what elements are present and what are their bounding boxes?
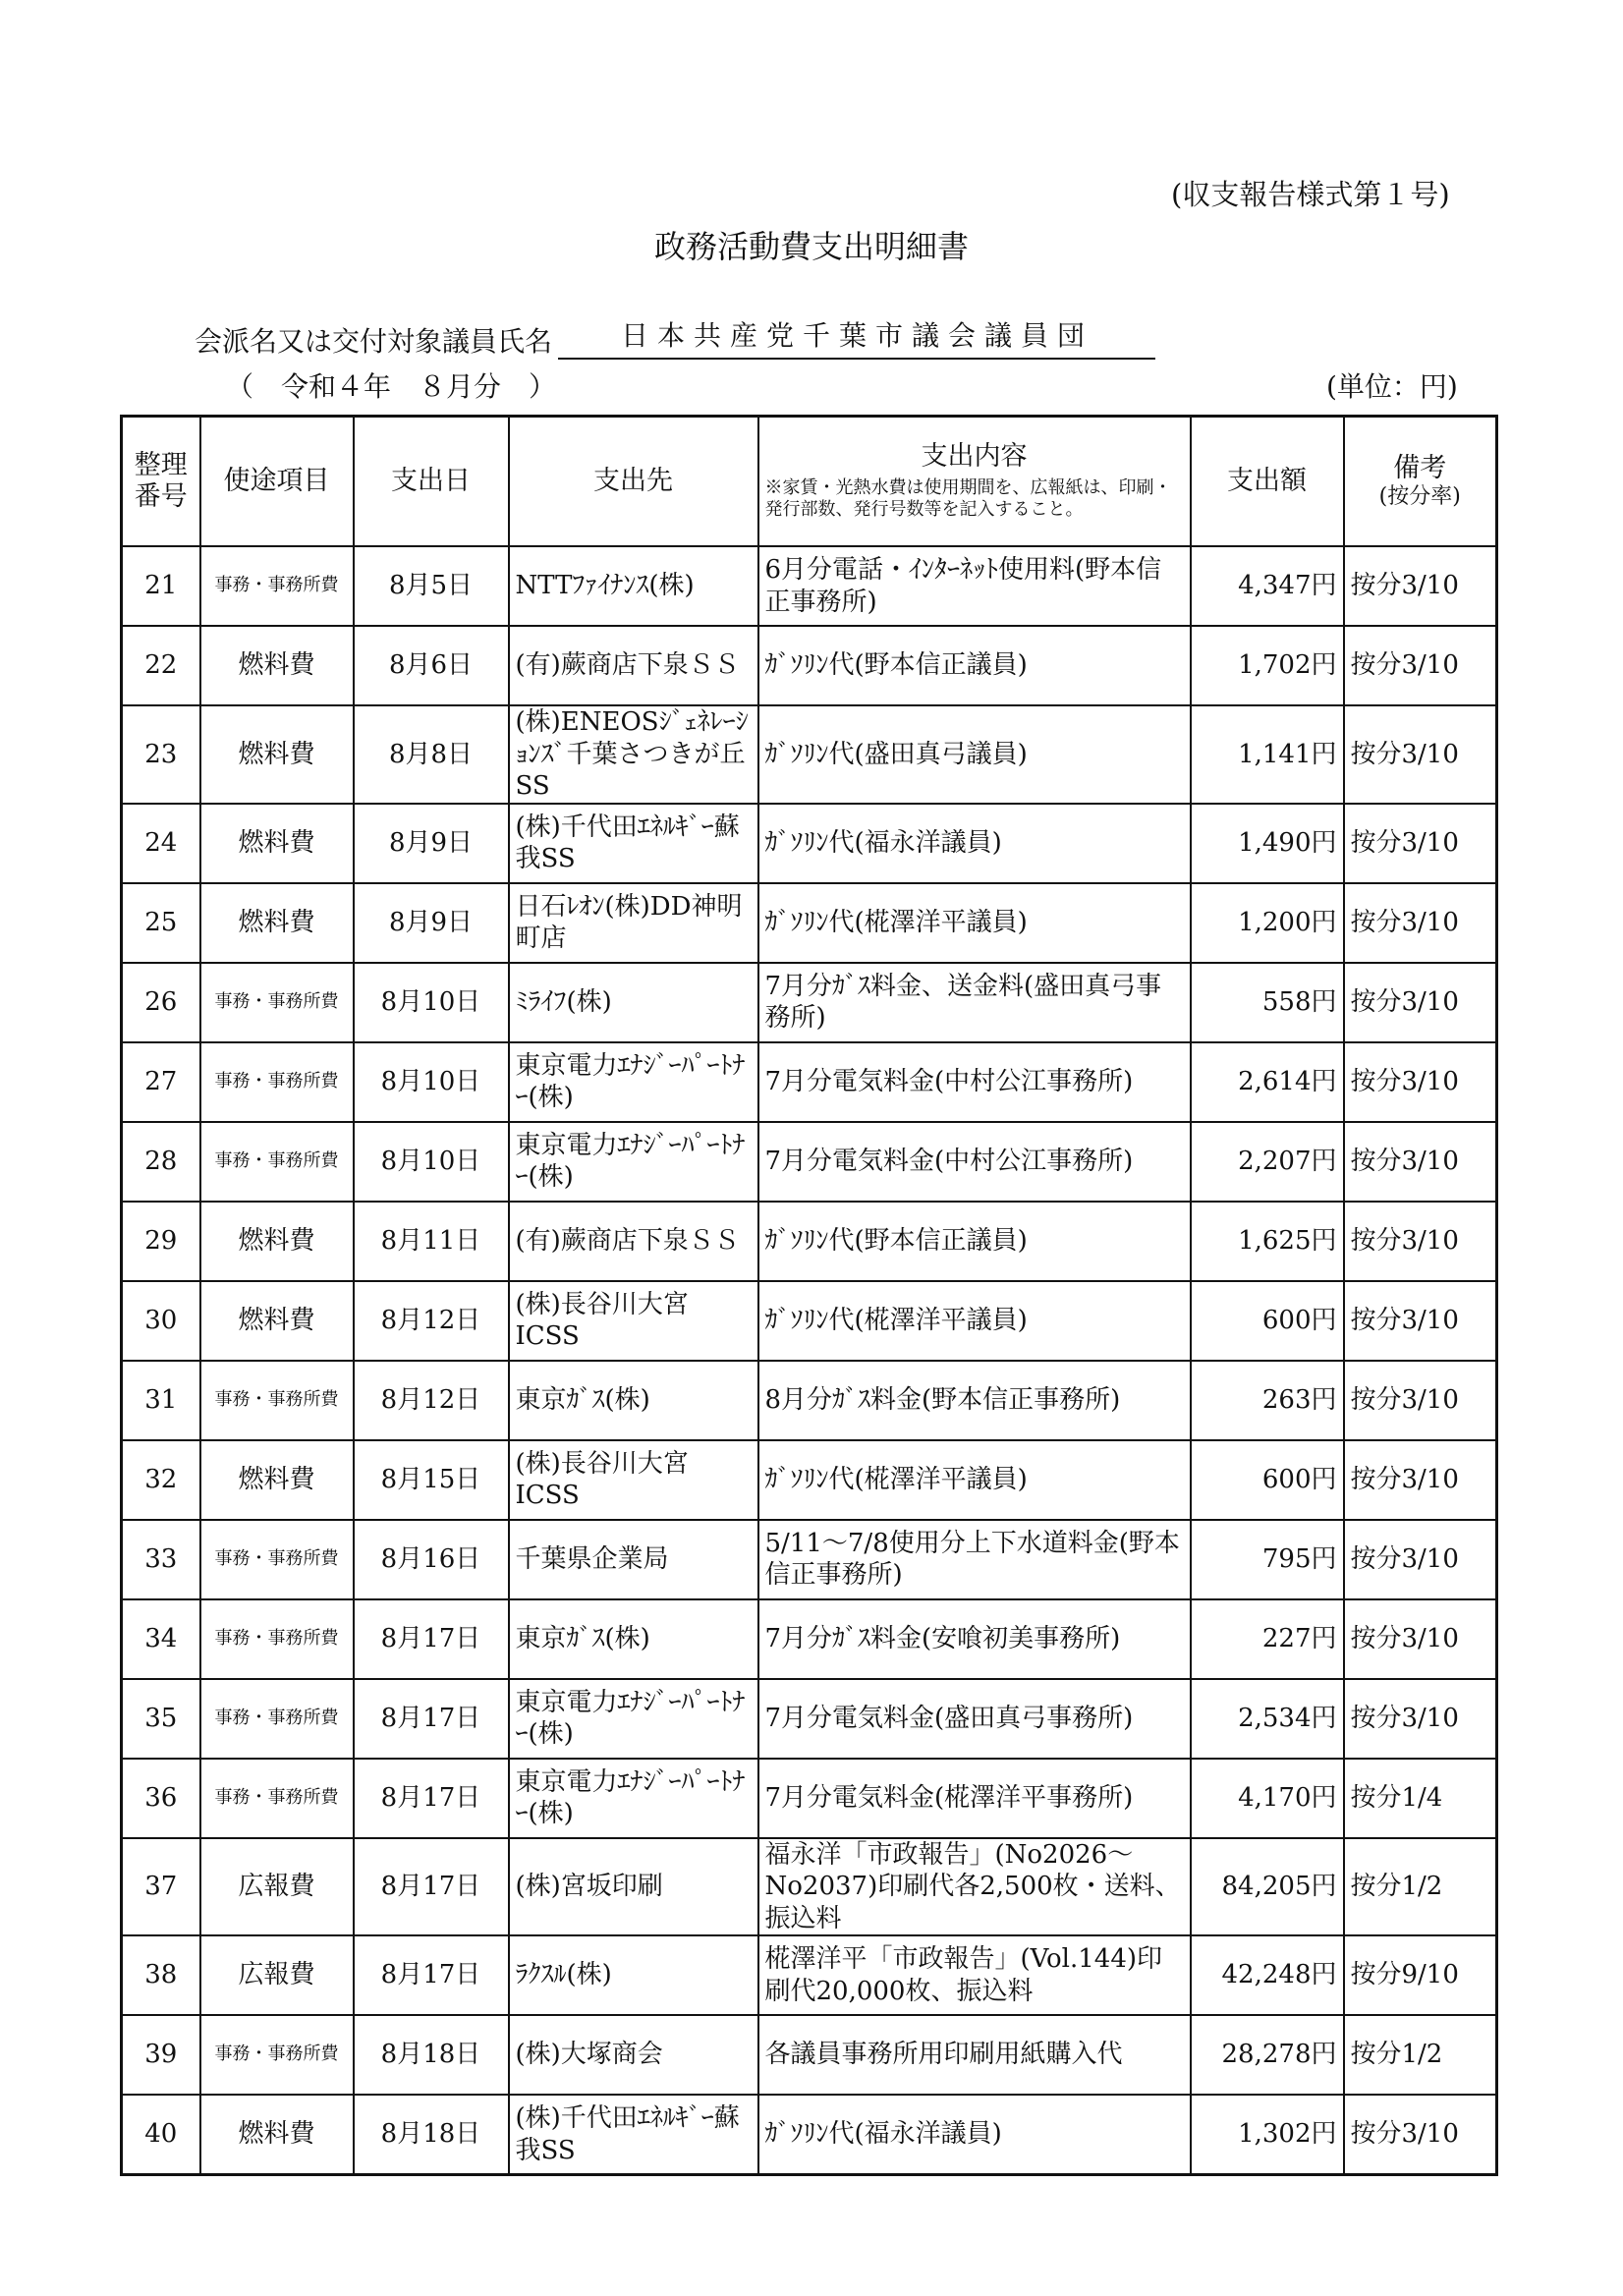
cell-category: 事務・事務所費 <box>200 1361 354 1440</box>
table-row <box>122 1440 1497 1520</box>
cell-remarks: 按分1/2 <box>1344 1838 1497 1936</box>
cell-no: 30 <box>122 1281 200 1361</box>
cell-amount: 1,702円 <box>1191 626 1344 705</box>
cell-payee: (株)長谷川大宮ICSS <box>509 1440 758 1520</box>
cell-content: 7月分ｶﾞｽ料金(安喰初美事務所) <box>758 1599 1191 1679</box>
cell-payee: 東京電力ｴﾅｼﾞｰﾊﾟｰﾄﾅｰ(株) <box>509 1759 758 1838</box>
cell-category: 事務・事務所費 <box>200 1679 354 1759</box>
cell-amount: 227円 <box>1191 1599 1344 1679</box>
cell-date: 8月17日 <box>354 1679 509 1759</box>
table-row <box>122 2095 1497 2175</box>
cell-remarks: 按分3/10 <box>1344 1361 1497 1440</box>
cell-amount: 84,205円 <box>1191 1838 1344 1936</box>
expense-table <box>120 415 1498 2176</box>
cell-content: ｶﾞｿﾘﾝ代(福永洋議員) <box>758 804 1191 883</box>
cell-remarks: 按分3/10 <box>1344 1281 1497 1361</box>
cell-category: 事務・事務所費 <box>200 2015 354 2095</box>
cell-content: 7月分電気料金(中村公江事務所) <box>758 1122 1191 1202</box>
table-row <box>122 1838 1497 1936</box>
cell-category: 事務・事務所費 <box>200 1759 354 1838</box>
cell-amount: 1,625円 <box>1191 1202 1344 1281</box>
header-remarks-sub: (按分率) <box>1378 484 1461 509</box>
header-remarks <box>1344 417 1497 547</box>
cell-amount: 2,534円 <box>1191 1679 1344 1759</box>
cell-date: 8月12日 <box>354 1281 509 1361</box>
cell-date: 8月8日 <box>354 705 509 804</box>
cell-no: 28 <box>122 1122 200 1202</box>
cell-category: 燃料費 <box>200 883 354 963</box>
cell-date: 8月17日 <box>354 1935 509 2015</box>
header-content <box>758 417 1191 547</box>
period: （ 令和４年 ８月分 ） <box>226 370 557 403</box>
cell-category: 燃料費 <box>200 626 354 705</box>
cell-payee: 東京ｶﾞｽ(株) <box>509 1599 758 1679</box>
table-row <box>122 804 1497 883</box>
cell-amount: 28,278円 <box>1191 2015 1344 2095</box>
cell-payee: (有)蕨商店下泉ＳＳ <box>509 626 758 705</box>
cell-content: 椛澤洋平「市政報告」(Vol.144)印刷代20,000枚、振込料 <box>758 1935 1191 2015</box>
cell-content: 5/11～7/8使用分上下水道料金(野本信正事務所) <box>758 1520 1191 1599</box>
cell-content: 7月分ｶﾞｽ料金、送金料(盛田真弓事務所) <box>758 963 1191 1042</box>
cell-date: 8月17日 <box>354 1759 509 1838</box>
cell-amount: 600円 <box>1191 1440 1344 1520</box>
cell-amount: 795円 <box>1191 1520 1344 1599</box>
cell-remarks: 按分1/4 <box>1344 1759 1497 1838</box>
cell-remarks: 按分3/10 <box>1344 626 1497 705</box>
table-row <box>122 1361 1497 1440</box>
form-number: (収支報告様式第１号) <box>1171 178 1450 211</box>
cell-category: 燃料費 <box>200 2095 354 2175</box>
table-row <box>122 1599 1497 1679</box>
cell-no: 35 <box>122 1679 200 1759</box>
table-row <box>122 1042 1497 1122</box>
cell-no: 27 <box>122 1042 200 1122</box>
cell-date: 8月11日 <box>354 1202 509 1281</box>
cell-no: 29 <box>122 1202 200 1281</box>
cell-remarks: 按分3/10 <box>1344 1202 1497 1281</box>
cell-no: 25 <box>122 883 200 963</box>
cell-date: 8月10日 <box>354 963 509 1042</box>
table-row <box>122 2015 1497 2095</box>
cell-date: 8月9日 <box>354 883 509 963</box>
cell-payee: ﾗｸｽﾙ(株) <box>509 1935 758 2015</box>
cell-payee: (株)宮坂印刷 <box>509 1838 758 1936</box>
cell-no: 40 <box>122 2095 200 2175</box>
cell-category: 燃料費 <box>200 1202 354 1281</box>
cell-no: 33 <box>122 1520 200 1599</box>
cell-content: ｶﾞｿﾘﾝ代(椛澤洋平議員) <box>758 883 1191 963</box>
cell-amount: 4,347円 <box>1191 546 1344 626</box>
cell-amount: 2,614円 <box>1191 1042 1344 1122</box>
cell-amount: 600円 <box>1191 1281 1344 1361</box>
cell-category: 事務・事務所費 <box>200 1599 354 1679</box>
cell-remarks: 按分1/2 <box>1344 2015 1497 2095</box>
cell-content: 7月分電気料金(中村公江事務所) <box>758 1042 1191 1122</box>
cell-no: 39 <box>122 2015 200 2095</box>
faction-line <box>195 314 1155 360</box>
cell-date: 8月17日 <box>354 1599 509 1679</box>
cell-payee: 千葉県企業局 <box>509 1520 758 1599</box>
cell-amount: 1,200円 <box>1191 883 1344 963</box>
cell-content: 福永洋「市政報告」(No2026～No2037)印刷代各2,500枚・送料、振込料 <box>758 1838 1191 1936</box>
cell-remarks: 按分3/10 <box>1344 1520 1497 1599</box>
cell-category: 事務・事務所費 <box>200 963 354 1042</box>
cell-content: ｶﾞｿﾘﾝ代(野本信正議員) <box>758 626 1191 705</box>
cell-payee: 東京電力ｴﾅｼﾞｰﾊﾟｰﾄﾅｰ(株) <box>509 1122 758 1202</box>
table-row <box>122 963 1497 1042</box>
cell-category: 広報費 <box>200 1935 354 2015</box>
cell-amount: 1,141円 <box>1191 705 1344 804</box>
cell-amount: 1,302円 <box>1191 2095 1344 2175</box>
table-header-row <box>122 417 1497 547</box>
table-row <box>122 1679 1497 1759</box>
cell-no: 23 <box>122 705 200 804</box>
cell-remarks: 按分3/10 <box>1344 705 1497 804</box>
cell-date: 8月10日 <box>354 1042 509 1122</box>
cell-remarks: 按分3/10 <box>1344 1599 1497 1679</box>
header-payee: 支出先 <box>509 417 758 547</box>
table-body <box>122 546 1497 2175</box>
cell-amount: 4,170円 <box>1191 1759 1344 1838</box>
cell-category: 事務・事務所費 <box>200 1520 354 1599</box>
cell-category: 燃料費 <box>200 804 354 883</box>
cell-category: 燃料費 <box>200 1440 354 1520</box>
header-content-note: ※家賃・光熱水費は使用期間を、広報紙は、印刷・発行部数、発行号数等を記入すること。 <box>764 476 1172 521</box>
table-row <box>122 1202 1497 1281</box>
cell-date: 8月9日 <box>354 804 509 883</box>
table-row <box>122 1122 1497 1202</box>
cell-content: 各議員事務所用印刷用紙購入代 <box>758 2015 1191 2095</box>
cell-payee: (株)長谷川大宮ICSS <box>509 1281 758 1361</box>
cell-payee: 東京ｶﾞｽ(株) <box>509 1361 758 1440</box>
faction-name: 日本共産党千葉市議会議員団 <box>558 314 1155 360</box>
cell-content: 6月分電話・ｲﾝﾀｰﾈｯﾄ使用料(野本信正事務所) <box>758 546 1191 626</box>
cell-no: 21 <box>122 546 200 626</box>
cell-remarks: 按分3/10 <box>1344 883 1497 963</box>
cell-no: 32 <box>122 1440 200 1520</box>
cell-payee: 東京電力ｴﾅｼﾞｰﾊﾟｰﾄﾅｰ(株) <box>509 1042 758 1122</box>
cell-remarks: 按分3/10 <box>1344 804 1497 883</box>
table-row <box>122 883 1497 963</box>
cell-date: 8月18日 <box>354 2095 509 2175</box>
table-row <box>122 626 1497 705</box>
cell-content: ｶﾞｿﾘﾝ代(福永洋議員) <box>758 2095 1191 2175</box>
faction-label: 会派名又は交付対象議員氏名 <box>195 325 553 358</box>
cell-content: 7月分電気料金(盛田真弓事務所) <box>758 1679 1191 1759</box>
cell-content: 7月分電気料金(椛澤洋平事務所) <box>758 1759 1191 1838</box>
cell-remarks: 按分3/10 <box>1344 546 1497 626</box>
cell-date: 8月6日 <box>354 626 509 705</box>
cell-amount: 42,248円 <box>1191 1935 1344 2015</box>
unit-label: (単位：円) <box>1326 370 1458 403</box>
cell-payee: ﾐﾗｲﾌ(株) <box>509 963 758 1042</box>
cell-remarks: 按分3/10 <box>1344 1122 1497 1202</box>
cell-content: ｶﾞｿﾘﾝ代(椛澤洋平議員) <box>758 1440 1191 1520</box>
cell-payee: (株)大塚商会 <box>509 2015 758 2095</box>
table-row <box>122 1281 1497 1361</box>
cell-no: 36 <box>122 1759 200 1838</box>
header-content-label: 支出内容 <box>921 441 1028 473</box>
cell-amount: 263円 <box>1191 1361 1344 1440</box>
cell-remarks: 按分3/10 <box>1344 963 1497 1042</box>
cell-content: 8月分ｶﾞｽ料金(野本信正事務所) <box>758 1361 1191 1440</box>
cell-date: 8月5日 <box>354 546 509 626</box>
cell-remarks: 按分3/10 <box>1344 1440 1497 1520</box>
cell-date: 8月17日 <box>354 1838 509 1936</box>
table-row <box>122 705 1497 804</box>
header-amount: 支出額 <box>1191 417 1344 547</box>
cell-date: 8月15日 <box>354 1440 509 1520</box>
cell-payee: (株)千代田ｴﾈﾙｷﾞｰ蘇我SS <box>509 2095 758 2175</box>
cell-content: ｶﾞｿﾘﾝ代(椛澤洋平議員) <box>758 1281 1191 1361</box>
cell-category: 燃料費 <box>200 705 354 804</box>
cell-no: 37 <box>122 1838 200 1936</box>
cell-remarks: 按分3/10 <box>1344 1042 1497 1122</box>
cell-payee: (有)蕨商店下泉ＳＳ <box>509 1202 758 1281</box>
cell-date: 8月10日 <box>354 1122 509 1202</box>
cell-remarks: 按分3/10 <box>1344 1679 1497 1759</box>
cell-payee: NTTﾌｧｲﾅﾝｽ(株) <box>509 546 758 626</box>
cell-category: 広報費 <box>200 1838 354 1936</box>
cell-payee: 日石ﾚｵﾝ(株)DD神明町店 <box>509 883 758 963</box>
header-category: 使途項目 <box>200 417 354 547</box>
table-row <box>122 546 1497 626</box>
cell-content: ｶﾞｿﾘﾝ代(野本信正議員) <box>758 1202 1191 1281</box>
cell-payee: (株)千代田ｴﾈﾙｷﾞｰ蘇我SS <box>509 804 758 883</box>
cell-no: 34 <box>122 1599 200 1679</box>
cell-remarks: 按分9/10 <box>1344 1935 1497 2015</box>
cell-amount: 2,207円 <box>1191 1122 1344 1202</box>
cell-no: 31 <box>122 1361 200 1440</box>
cell-category: 事務・事務所費 <box>200 546 354 626</box>
cell-content: ｶﾞｿﾘﾝ代(盛田真弓議員) <box>758 705 1191 804</box>
cell-no: 22 <box>122 626 200 705</box>
table-row <box>122 1520 1497 1599</box>
cell-no: 38 <box>122 1935 200 2015</box>
cell-category: 燃料費 <box>200 1281 354 1361</box>
header-remarks-label: 備考 <box>1393 452 1447 483</box>
cell-date: 8月12日 <box>354 1361 509 1440</box>
cell-date: 8月16日 <box>354 1520 509 1599</box>
page-title: 政務活動費支出明細書 <box>653 228 969 265</box>
cell-no: 24 <box>122 804 200 883</box>
table-row <box>122 1935 1497 2015</box>
cell-payee: (株)ENEOSｼﾞｪﾈﾚｰｼｮﾝｽﾞ千葉さつきが丘SS <box>509 705 758 804</box>
cell-payee: 東京電力ｴﾅｼﾞｰﾊﾟｰﾄﾅｰ(株) <box>509 1679 758 1759</box>
cell-category: 事務・事務所費 <box>200 1122 354 1202</box>
header-no: 整理番号 <box>122 417 200 547</box>
cell-category: 事務・事務所費 <box>200 1042 354 1122</box>
header-date: 支出日 <box>354 417 509 547</box>
cell-remarks: 按分3/10 <box>1344 2095 1497 2175</box>
cell-amount: 1,490円 <box>1191 804 1344 883</box>
cell-amount: 558円 <box>1191 963 1344 1042</box>
table-row <box>122 1759 1497 1838</box>
cell-no: 26 <box>122 963 200 1042</box>
cell-date: 8月18日 <box>354 2015 509 2095</box>
